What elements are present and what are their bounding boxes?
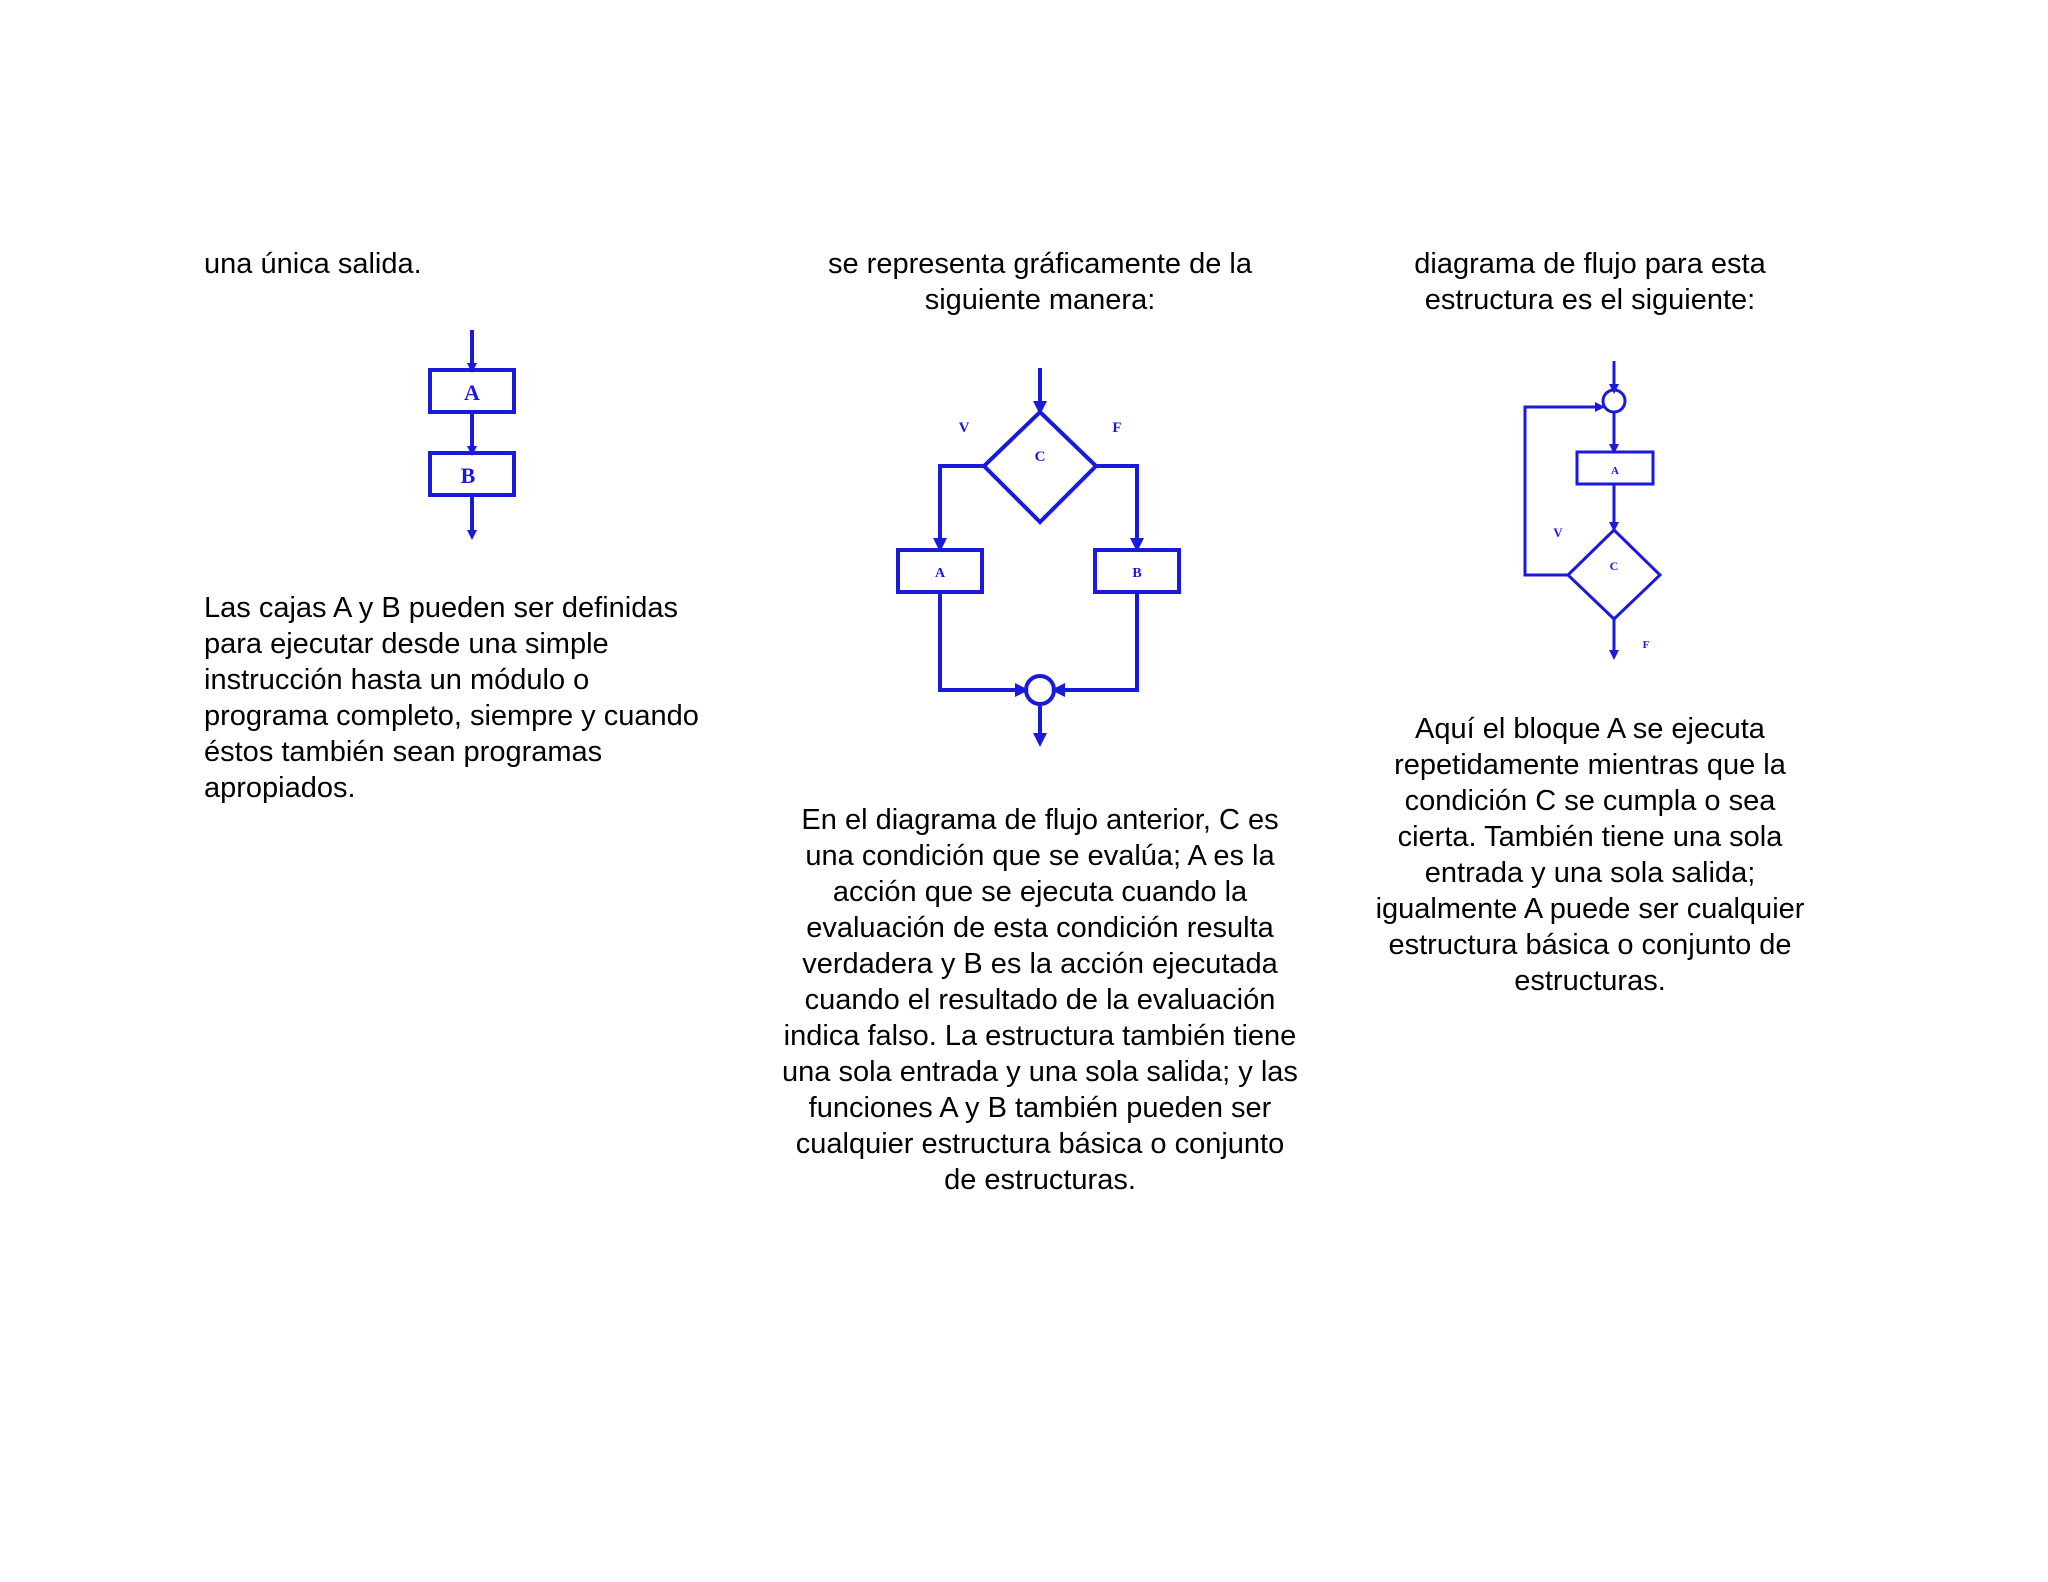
false-label: F xyxy=(1112,420,1122,436)
text-line: acción que se ejecuta cuando la xyxy=(832,876,1248,908)
text-line: Aquí el bloque A se ejecuta xyxy=(1415,713,1765,745)
selection-description xyxy=(740,802,1340,1198)
condition-label: C xyxy=(1609,559,1619,573)
junction-circle xyxy=(1026,676,1054,704)
text-line: evaluación de esta condición resulta xyxy=(806,912,1274,944)
text-line: entrada y una sola salida; xyxy=(1424,857,1756,889)
true-label: V xyxy=(958,420,970,436)
text-line: apropiados. xyxy=(204,772,356,804)
text-line: estructuras. xyxy=(1514,965,1666,997)
text-line: condición C se cumpla o sea xyxy=(1404,785,1776,817)
text-line: instrucción hasta un módulo o xyxy=(204,664,590,696)
iteration-description xyxy=(1340,711,1840,999)
text-line: una sola entrada y una sola salida; y las xyxy=(782,1056,1298,1088)
sequence-intro xyxy=(204,246,422,282)
text-line: cualquier estructura básica o conjunto xyxy=(795,1128,1285,1160)
merge-right xyxy=(1058,592,1137,690)
condition-diamond xyxy=(1568,530,1660,619)
selection-flowchart xyxy=(880,360,1210,760)
loop-back xyxy=(1525,407,1600,575)
condition-diamond xyxy=(984,412,1096,522)
text-line: verdadera y B es la acción ejecutada xyxy=(802,948,1278,980)
text-line: igualmente A puede ser cualquier xyxy=(1375,893,1805,925)
text-line: diagrama de flujo para esta xyxy=(1414,248,1766,280)
text-line: cuando el resultado de la evaluación xyxy=(804,984,1276,1016)
text-line: se representa gráficamente de la xyxy=(828,248,1252,280)
box-b-label: B xyxy=(1132,566,1142,581)
box-a-label: A xyxy=(934,566,946,581)
text-line: estructura es el siguiente: xyxy=(1424,284,1756,316)
text-line: repetidamente mientras que la xyxy=(1394,749,1786,781)
box-a-label: A xyxy=(1611,465,1619,477)
text-line: Las cajas A y B pueden ser definidas xyxy=(204,592,678,624)
false-branch xyxy=(1096,466,1137,545)
junction-circle xyxy=(1603,390,1625,412)
text-line: una única salida. xyxy=(204,248,422,280)
iteration-intro xyxy=(1340,246,1840,318)
box-a-label: A xyxy=(464,380,480,405)
merge-left xyxy=(940,592,1022,690)
text-line: programa completo, siempre y cuando xyxy=(204,700,699,732)
text-line: cierta. También tiene una sola xyxy=(1397,821,1783,853)
iteration-flowchart xyxy=(1510,355,1690,665)
selection-intro xyxy=(740,246,1340,318)
box-b-label: B xyxy=(460,463,476,488)
true-branch xyxy=(940,466,984,545)
true-label: V xyxy=(1553,525,1563,540)
condition-label: C xyxy=(1034,449,1046,465)
text-line: funciones A y B también pueden ser xyxy=(808,1092,1272,1124)
sequence-flowchart xyxy=(400,320,540,550)
text-line: para ejecutar desde una simple xyxy=(204,628,609,660)
text-line: En el diagrama de flujo anterior, C es xyxy=(801,804,1279,836)
text-line: siguiente manera: xyxy=(924,284,1156,316)
text-line: indica falso. La estructura también tiene xyxy=(783,1020,1297,1052)
false-label: F xyxy=(1642,639,1650,651)
text-line: una condición que se evalúa; A es la xyxy=(805,840,1275,872)
text-line: éstos también sean programas xyxy=(204,736,603,768)
text-line: de estructuras. xyxy=(944,1164,1136,1196)
text-line: estructura básica o conjunto de xyxy=(1388,929,1792,961)
sequence-description xyxy=(204,590,699,806)
